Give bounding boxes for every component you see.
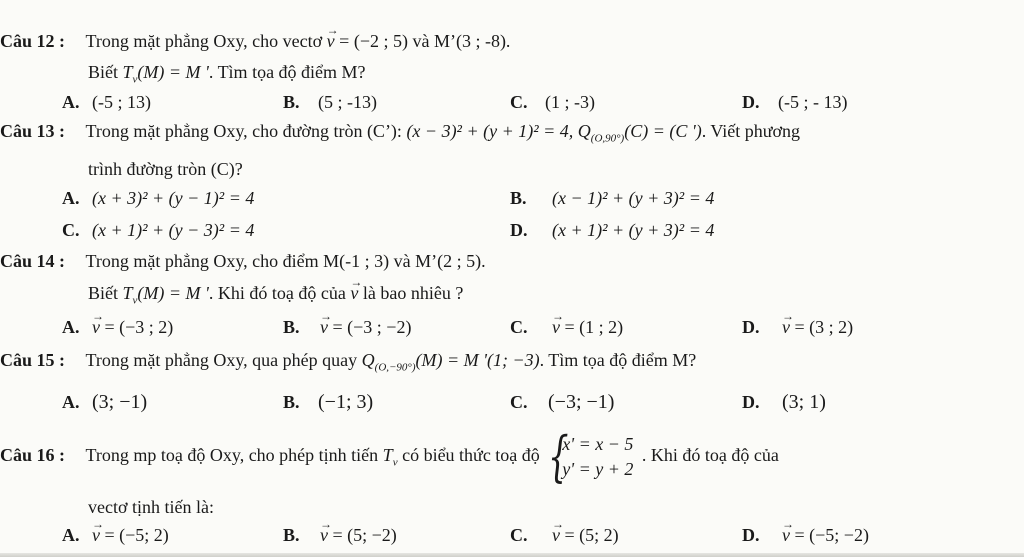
option-b-text: (x − 1)² + (y + 3)² = 4 xyxy=(552,188,715,208)
coordinate-system: { x' = x − 5 y' = y + 2 xyxy=(548,424,634,488)
circle-equation: (x − 3)² + (y + 1)² = 4, xyxy=(406,121,574,141)
question-12-line-2: Biết $T_v(M) = M$ '. Tìm tọa độ điểm M? xyxy=(88,62,366,86)
option-b-label[interactable]: B. xyxy=(283,525,300,545)
option-a-text: (3; −1) xyxy=(92,391,148,413)
option-a-label[interactable]: A. xyxy=(62,317,80,337)
option-d-text: (-5 ; - 13) xyxy=(778,92,848,112)
option-c-label[interactable]: C. xyxy=(510,92,528,112)
option-c-text: (−3; −1) xyxy=(548,391,615,413)
option-c-text: (x + 1)² + (y − 3)² = 4 xyxy=(92,220,255,240)
option-d-label[interactable]: D. xyxy=(742,92,760,112)
option-c-label[interactable]: C. xyxy=(510,392,528,412)
option-c-text: (1 ; -3) xyxy=(545,92,595,112)
option-d-label[interactable]: D. xyxy=(510,220,528,240)
option-c-text: = (1 ; 2) xyxy=(560,317,624,337)
option-b-label[interactable]: B. xyxy=(510,188,527,208)
option-c-label[interactable]: C. xyxy=(510,525,528,545)
option-b-label[interactable]: B. xyxy=(283,92,300,112)
option-a-label[interactable]: A. xyxy=(62,92,80,112)
option-c-text: = (5; 2) xyxy=(560,525,619,545)
option-b-label[interactable]: B. xyxy=(283,392,300,412)
option-a-text: (-5 ; 13) xyxy=(92,92,151,112)
question-15-line-1: Câu 15 : Trong mặt phẳng Oxy, qua phép quay $Q_{(O,-90^\circ)}(M) = M$ '(1; −3). Tìm tọa độ điểm M? xyxy=(0,350,697,374)
question-15-number: Câu 15 : xyxy=(0,350,66,370)
question-16-number: Câu 16 : xyxy=(0,445,66,465)
question-16-line-2: vectơ tịnh tiến là: xyxy=(88,497,214,517)
option-c-label[interactable]: C. xyxy=(510,317,528,337)
option-d-text: (3; 1) xyxy=(782,391,826,413)
question-12-number: Câu 12 : xyxy=(0,31,66,51)
page-bottom-edge xyxy=(0,553,1024,557)
option-b-text: = (5; −2) xyxy=(328,525,397,545)
option-a-label[interactable]: A. xyxy=(62,188,80,208)
question-13-line-2: trình đường tròn (C)? xyxy=(88,159,243,179)
option-a-text: = (−3 ; 2) xyxy=(100,317,174,337)
option-d-label[interactable]: D. xyxy=(742,525,760,545)
option-a-label[interactable]: A. xyxy=(62,525,80,545)
option-a-text: = (−5; 2) xyxy=(100,525,169,545)
vector-v: → v xyxy=(327,30,335,52)
vector-v: → v xyxy=(350,282,358,304)
question-13-line-1: Câu 13 : Trong mặt phẳng Oxy, cho đường tròn (C’): (x − 3)² + (y + 1)² = 4, $Q_{(O,90^\circ)}(C) = (C$ '). Viết phương xyxy=(0,121,801,145)
option-a-text: (x + 3)² + (y − 1)² = 4 xyxy=(92,188,255,208)
question-13-number: Câu 13 : xyxy=(0,121,66,141)
option-d-label[interactable]: D. xyxy=(742,317,760,337)
question-12-line-1: Câu 12 : Trong mặt phẳng Oxy, cho vectơ → v = (−2 ; 5) và M’(3 ; -8). xyxy=(0,30,510,52)
option-b-text: = (−3 ; −2) xyxy=(328,317,412,337)
option-d-text: = (−5; −2) xyxy=(790,525,869,545)
option-b-text: (5 ; -13) xyxy=(318,92,377,112)
question-14-line-1: Câu 14 : Trong mặt phẳng Oxy, cho điểm M(-1 ; 3) và M’(2 ; 5). xyxy=(0,251,486,271)
option-d-label[interactable]: D. xyxy=(742,392,760,412)
question-14-number: Câu 14 : xyxy=(0,251,66,271)
option-c-label[interactable]: C. xyxy=(62,220,80,240)
option-b-text: (−1; 3) xyxy=(318,391,374,413)
option-d-text: = (3 ; 2) xyxy=(790,317,854,337)
question-14-line-2: Biết $T_v(M) = M$ '. Khi đó toạ độ của → v là bao nhiêu ? xyxy=(88,282,463,304)
option-a-label[interactable]: A. xyxy=(62,392,80,412)
option-d-text: (x + 1)² + (y + 3)² = 4 xyxy=(552,220,715,240)
question-16-line-1: Câu 16 : Trong mp toạ độ Oxy, cho phép tịnh tiến $T_v$ có biểu thức toạ độ { x' = x − 5 y' = y + 2 . Khi đó toạ độ của xyxy=(0,424,779,488)
option-b-label[interactable]: B. xyxy=(283,317,300,337)
